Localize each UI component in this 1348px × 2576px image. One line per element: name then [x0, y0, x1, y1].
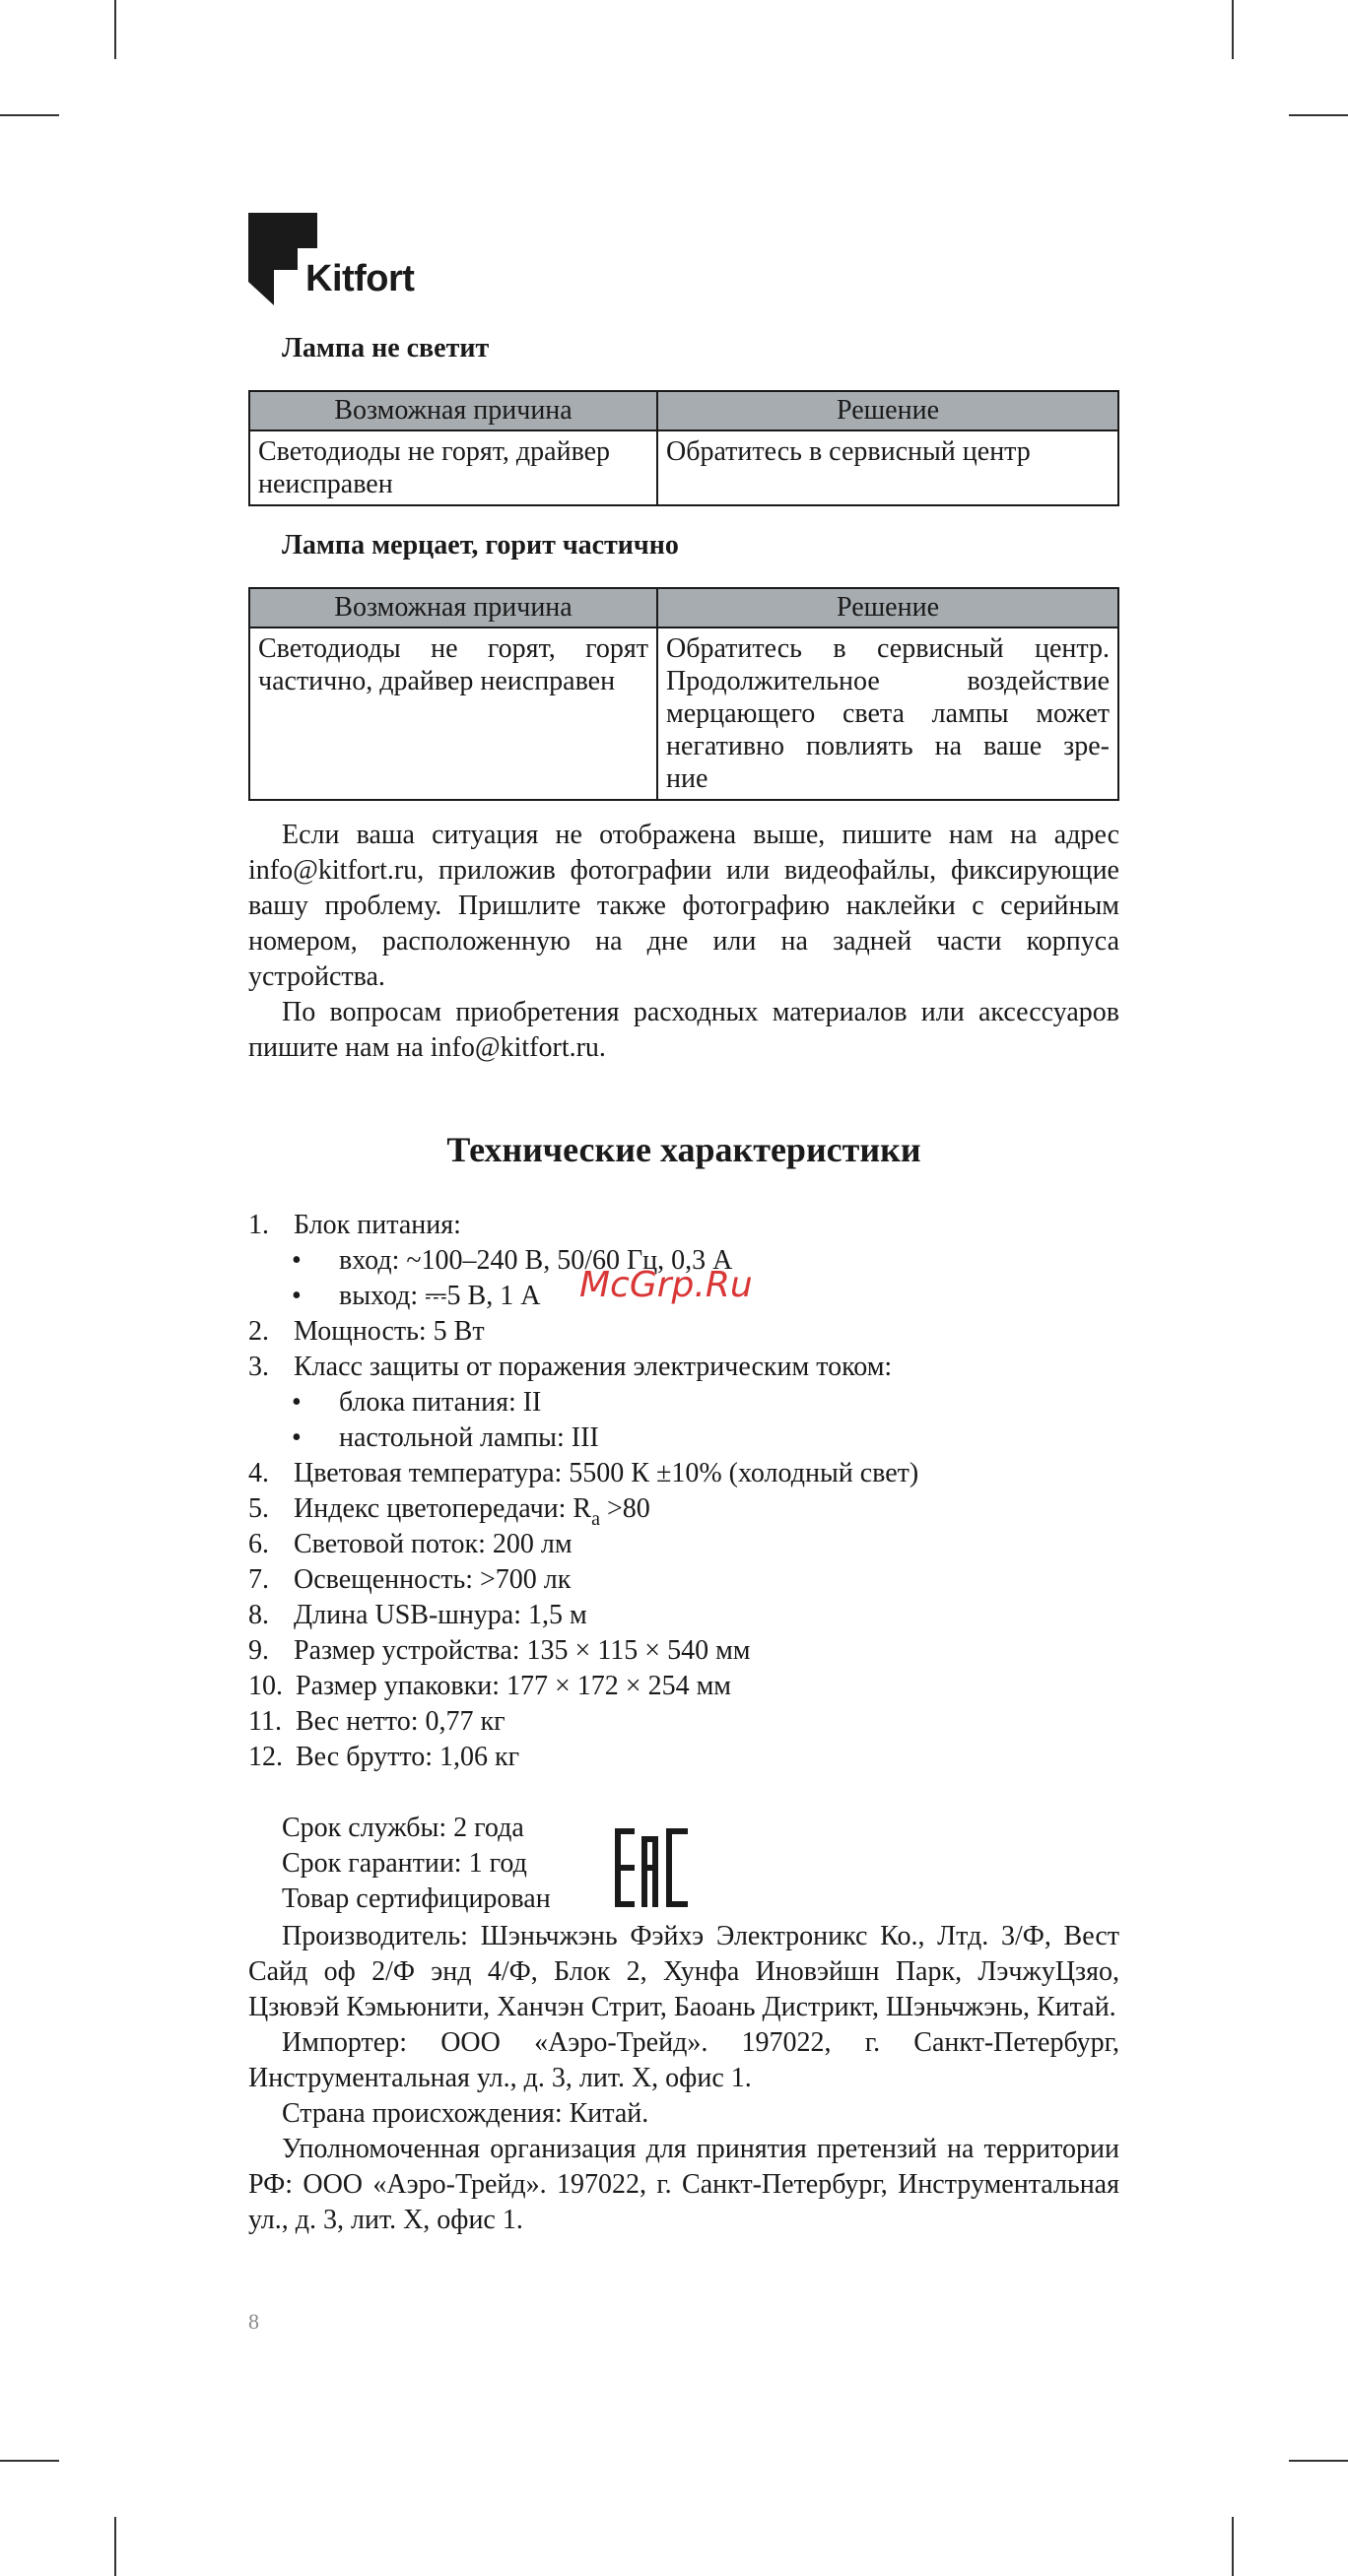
crop-mark: [114, 0, 116, 59]
cause-cell: Светодиоды не горят, горят частично, драйвер неисправен: [249, 627, 657, 800]
table-row: [249, 627, 1118, 800]
manufacturer: Производитель: Шэньчжэнь Фэйхэ Электроникс Ко., Лтд. 3/Ф, Вест Сайд оф 2/Ф энд 4/Ф, Блок 2, Хунфа Иновэйшн Парк, ЛэчжуЦзяо, Цзювэй Кэмьюнити, Ханчэн Стрит, Баоань Дистрикт, Шэньчжэнь, Китай.: [248, 1921, 1119, 2022]
country-of-origin: Страна происхождения: Китай.: [282, 2098, 649, 2129]
brand-name: Kitfort: [305, 258, 415, 299]
service-life: Срок службы: 2 года: [282, 1813, 524, 1843]
cause-cell: Светодиоды не горят, драйвер неисправен: [249, 430, 657, 505]
crop-mark: [1232, 2517, 1234, 2576]
spec-subitem: • блока питания: II: [292, 1387, 542, 1418]
authorized-organization: Уполномоченная организация для принятия претензий на территории РФ: ООО «Аэро-Трейд». 197022, г. Санкт-Петербург, Инструментальная ул., д. 3, лит. Х, офис 1.: [248, 2134, 1119, 2235]
column-header-cause: Возможная причина: [249, 588, 657, 627]
spec-subitem: • вход: ~100–240 В, 50/60 Гц, 0,3 А: [292, 1245, 733, 1276]
importer: Импортер: ООО «Аэро-Трейд». 197022, г. Санкт-Петербург, Инструментальная ул., д. 3, лит. Х, офис 1.: [248, 2027, 1119, 2093]
troubleshoot-table-1: [248, 390, 1119, 506]
column-header-solution: Решение: [657, 391, 1118, 430]
contact-paragraph-1: Если ваша ситуация не отображена выше, пишите нам на адрес info@kitfort.ru, приложив фотографии или видеофайлы, фиксирующие вашу проблему. Пришлите также фотографию наклейки с серийным номером, расположенную на дне или на задней части корпуса устройства.: [248, 820, 1119, 992]
specs-title: Технические характеристики: [446, 1130, 921, 1169]
column-header-cause: Возможная причина: [249, 391, 657, 430]
crop-mark: [0, 114, 59, 116]
crop-mark: [114, 2517, 116, 2576]
warranty-period: Срок гарантии: 1 год: [282, 1848, 527, 1879]
eac-mark-icon: [615, 1828, 696, 1907]
legal-text: [248, 1919, 1119, 2238]
spec-subitem: • выход: ⎓5 В, 1 А: [292, 1281, 541, 1311]
certification-note: Товар сертифицирован: [282, 1883, 551, 1914]
table-row: [249, 430, 1118, 505]
section-heading-flicker: Лампа мерцает, горит частично: [282, 530, 679, 561]
troubleshoot-table-2: [248, 587, 1119, 801]
spec-subitem: • настольной лампы: III: [292, 1422, 599, 1453]
crop-mark: [1232, 0, 1234, 59]
kitfort-logo: [248, 213, 436, 307]
crop-mark: [1289, 2460, 1348, 2462]
column-header-solution: Решение: [657, 588, 1118, 627]
contact-text: [248, 818, 1119, 1066]
section-heading-no-light: Лампа не светит: [282, 333, 490, 363]
watermark: McGrp.Ru: [579, 1265, 753, 1305]
solution-cell: Обратитесь в сервисный центр: [657, 430, 1118, 505]
crop-mark: [1289, 114, 1348, 116]
crop-mark: [0, 2460, 59, 2462]
contact-paragraph-2: По вопросам приобретения расходных материалов или аксессуаров пишите нам на info@kitfort.ru.: [248, 997, 1119, 1063]
solution-cell: Обратитесь в сервисный центр. Продолжительное воздействие мерцающего света лампы может негативно повлиять на ваше зре- ние: [657, 627, 1118, 800]
page-number: 8: [248, 2309, 259, 2334]
